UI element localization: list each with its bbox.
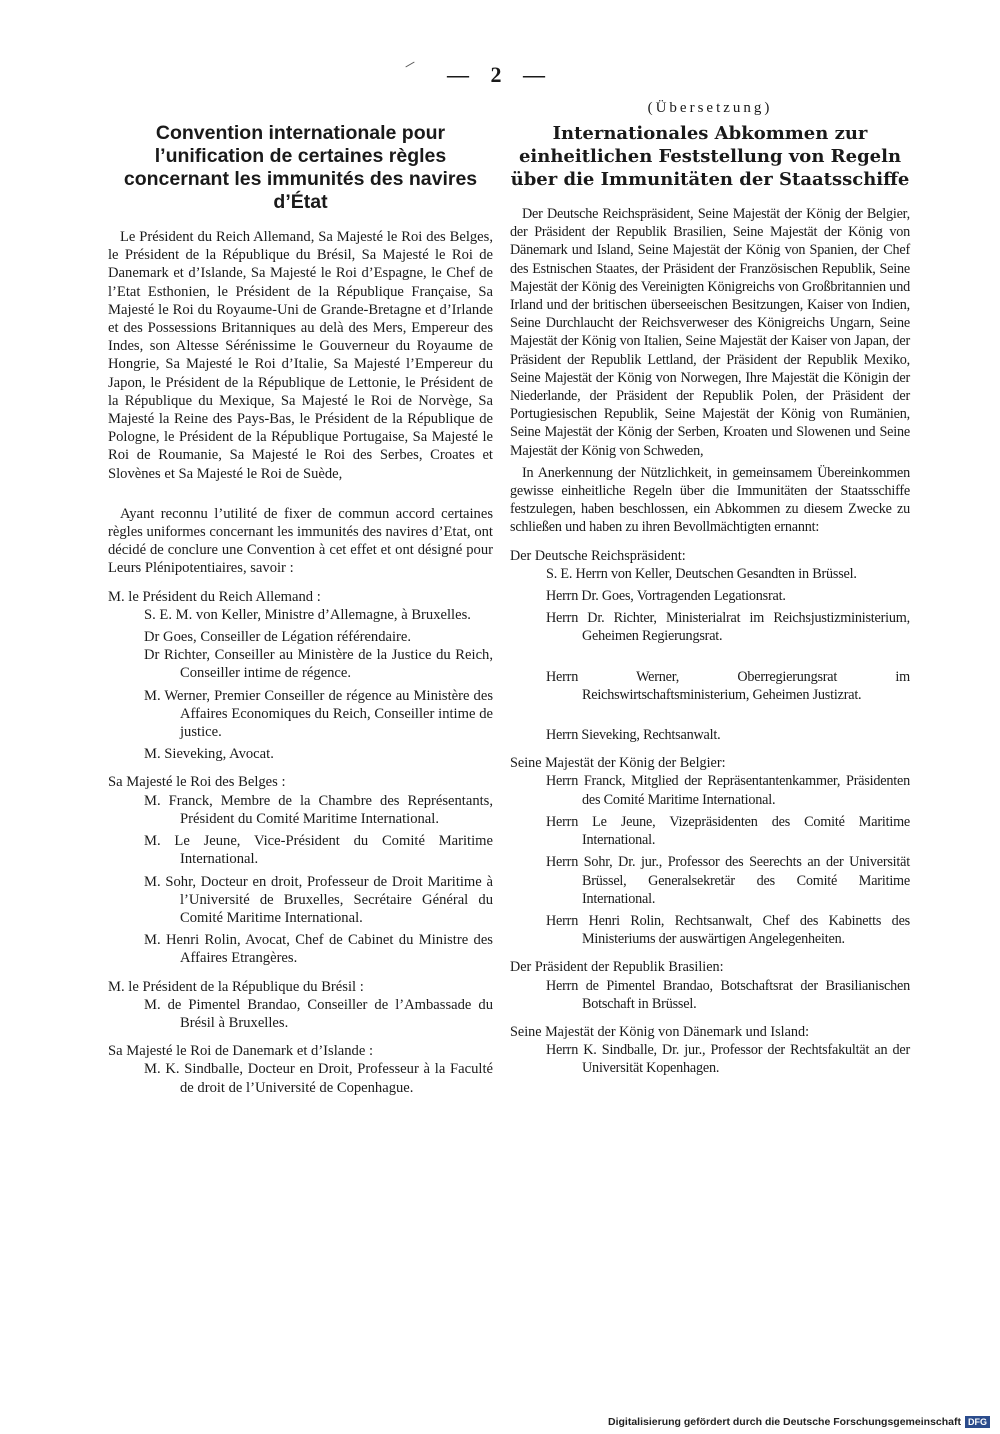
french-recital: Ayant reconnu l’utilité de fixer de commun accord certaines règles uniformes concernant les immunités des navires d’Etat, ont décidé de conclure une Convention à cet effet et ont désigné pour Leurs Plénipotentiaires, savoir : — [108, 505, 493, 577]
german-delegate: Herrn de Pimentel Brandao, Botschaftsrat der Brasilianischen Botschaft in Brüssel. — [546, 977, 910, 1012]
german-delegate: Herrn Dr. Richter, Ministerialrat im Reichsjustizministerium, Geheimen Regierungsrat. — [546, 610, 910, 645]
german-preamble: Der Deutsche Reichspräsident, Seine Majestät der König der Belgier, der Präsident der Republik Brasilien, Seine Majestät der König von Dänemark und Island, Seine Majestät der König von Spanien, der Chef des Estnischen Staates, der Präsident der Französischen Republik, Seine Majestät der König des Vereinigten Königreichs von Großbritannien und Irland und der britischen überseeischen Besitzungen, Kaiser von Indien, Seine Durchlaucht der Reichsverweser des Königreichs Ungarn, Seine Majestät der König von Italien, Seine Majestät der Kaiser von Japan, der Präsident der Republik Lettland, der Präsident der Republik Mexiko, Seine Majestät der König von Norwegen, Ihre Majestät die Königin der Niederlande, der Präsident der Republik Polen, der Präsident der Portugiesischen Republik, Seine Majestät der König von Rumänien, Seine Majestät der König der Serben, Kroaten und Slowenen und Seine Majestät der König von Schweden, — [510, 206, 910, 459]
french-party-head: Sa Majesté le Roi de Danemark et d’Islande : — [108, 1043, 374, 1060]
german-delegate: Herrn K. Sindballe, Dr. jur., Professor der Rechtsfakultät an der Universität Kopenhagen. — [546, 1042, 910, 1077]
german-delegate: Herrn Sieveking, Rechtsanwalt. — [546, 727, 721, 744]
french-delegate: M. Werner, Premier Conseiller de régence au Ministère des Affaires Economiques du Reich, Conseiller intime de justice. — [144, 687, 493, 741]
french-delegate: Dr Goes, Conseiller de Légation référendaire. — [144, 629, 412, 646]
german-title: Internationales Abkommen zur einheitlichen Feststellung von Regeln über die Immunitäten der Staatsschiffe — [510, 123, 910, 190]
german-party-head: Der Präsident der Republik Brasilien: — [510, 959, 724, 976]
french-delegate: M. K. Sindballe, Docteur en Droit, Professeur à la Faculté de droit de l’Université de Copenhague. — [144, 1061, 493, 1096]
german-delegate: Herrn Henri Rolin, Rechtsanwalt, Chef des Kabinetts des Ministeriums der auswärtigen Angelegenheiten. — [546, 912, 910, 948]
french-title: Convention internationale pour l’unification de certaines règles concernant les immunités des navires d’État — [123, 122, 478, 213]
german-party-head: Seine Majestät der König der Belgier: — [510, 755, 726, 772]
french-delegate: M. Sieveking, Avocat. — [144, 746, 274, 763]
german-delegate: Herrn Le Jeune, Vizepräsidenten des Comité Maritime International. — [546, 813, 910, 849]
french-party — [108, 588, 493, 764]
german-delegate: S. E. Herrn von Keller, Deutschen Gesandten in Brüssel. — [546, 565, 857, 582]
dfg-logo-icon: DFG — [965, 1416, 990, 1428]
french-delegate: M. de Pimentel Brandao, Conseiller de l’Ambassade du Brésil à Bruxelles. — [144, 996, 493, 1031]
german-party — [510, 1023, 910, 1078]
french-party — [108, 773, 493, 967]
french-party-head: M. le Président du Reich Allemand : — [108, 588, 321, 605]
german-delegate: Herrn Franck, Mitglied der Repräsentantenkammer, Präsidenten des Comité Maritime International. — [546, 773, 910, 808]
german-delegate: Herrn Werner, Oberregierungsrat im Reichswirtschaftsministerium, Geheimen Justizrat. — [546, 668, 910, 703]
german-recital: In Anerkennung der Nützlichkeit, in gemeinsamem Übereinkommen gewisse einheitliche Regeln über die Immunitäten der Staatsschiffe festzulegen, haben beschlossen, ein Abkommen zu diesem Zwecke zu schließen und haben zu ihren Bevollmächtigten ernannt: — [510, 464, 910, 536]
french-preamble: Le Président du Reich Allemand, Sa Majesté le Roi des Belges, le Président de la République du Brésil, Sa Majesté le Roi de Danemark et d’Islande, Sa Majesté le Roi d’Espagne, le Chef de l’Etat Esthonien, le Président de la République Française, Sa Majesté le Roi du Royaume-Uni de Grande-Bretagne et d’Irlande et des Possessions Britanniques au delà des Mers, Empereur des Indes, son Altesse Sérénissime le Gouverneur du Royaume de Hongrie, Sa Majesté le Roi d’Italie, Sa Majesté l’Empereur du Japon, le Président de la République de Lettonie, le Président de la République du Mexique, Sa Majesté le Roi de Norvège, Sa Majesté la Reine des Pays-Bas, le Président de la République de Pologne, le Président de la République Portugaise, Sa Majesté le Roi de Roumanie, Sa Majesté le Roi des Serbes, Croates et Slovènes et Sa Majesté le Roi de Suède, — [108, 229, 493, 482]
german-column — [510, 100, 910, 1078]
french-party-head: M. le Président de la République du Brésil : — [108, 978, 364, 995]
translation-label: (Übersetzung) — [647, 100, 773, 116]
german-delegate: Herrn Dr. Goes, Vortragenden Legationsrat. — [546, 588, 786, 605]
german-party — [510, 958, 910, 1013]
german-delegate: Herrn Sohr, Dr. jur., Professor des Seerechts an der Universität Brüssel, Generalsekretär des Comité Maritime International. — [546, 854, 910, 907]
french-party — [108, 1042, 493, 1097]
french-party — [108, 978, 493, 1033]
german-party — [510, 754, 910, 948]
french-delegate: M. Henri Rolin, Avocat, Chef de Cabinet du Ministre des Affaires Etrangères. — [144, 932, 493, 967]
german-party — [510, 547, 910, 745]
footer-text: Digitalisierung gefördert durch die Deutsche Forschungsgemeinschaft — [608, 1416, 961, 1428]
french-party-head: Sa Majesté le Roi des Belges : — [108, 774, 286, 791]
german-party-head: Seine Majestät der König von Dänemark und Island: — [510, 1023, 810, 1040]
french-column — [108, 100, 493, 1097]
french-delegate: M. Franck, Membre de la Chambre des Représentants, Président du Comité Maritime International. — [144, 792, 493, 827]
french-delegate: M. Sohr, Docteur en droit, Professeur de Droit Maritime à l’Université de Bruxelles, Secrétaire Général du Comité Maritime International. — [144, 873, 493, 926]
page-number: — 2 — — [447, 62, 553, 87]
french-delegate: S. E. M. von Keller, Ministre d’Allemagne, à Bruxelles. — [144, 606, 471, 623]
dfg-footer[interactable] — [608, 1416, 990, 1428]
german-party-head: Der Deutsche Reichspräsident: — [510, 547, 686, 564]
french-delegate: Dr Richter, Conseiller au Ministère de la Justice du Reich, Conseiller intime de régence. — [144, 647, 493, 682]
french-delegate: M. Le Jeune, Vice-Président du Comité Maritime International. — [144, 833, 493, 868]
